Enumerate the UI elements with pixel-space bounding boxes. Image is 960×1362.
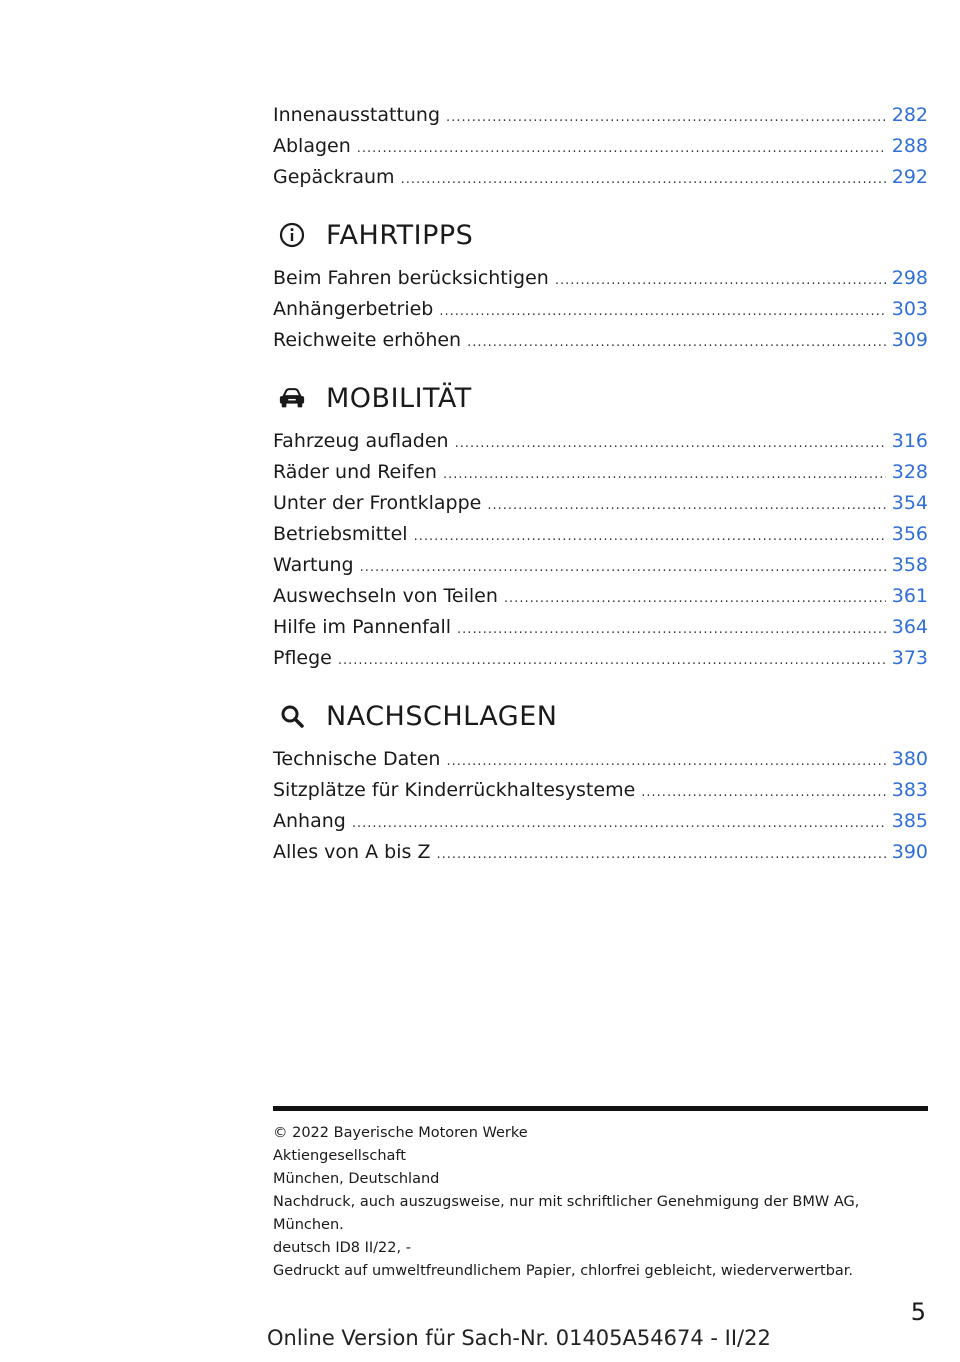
toc-entry-title: Wartung [273,554,354,576]
toc-entry[interactable] [273,519,928,550]
leader-dots [467,327,886,358]
imprint-line: München. [273,1217,344,1233]
toc-entry-page[interactable]: 282 [891,104,928,126]
section-entry-list [273,263,928,356]
leader-dots [455,428,886,459]
imprint-line: München, Deutschland [273,1171,440,1187]
car-icon [278,384,306,412]
imprint [273,1122,928,1283]
toc-entry[interactable] [273,100,928,131]
toc-entry-title: Unter der Frontklappe [273,492,482,514]
toc-entry[interactable] [273,294,928,325]
leader-dots [352,808,886,839]
section-title: NACHSCHLAGEN [326,700,558,732]
section-heading-mobilitaet [273,378,928,418]
toc-entry-page[interactable]: 361 [891,585,928,607]
toc-entry[interactable] [273,457,928,488]
leader-dots [641,777,885,808]
info-icon [278,221,306,249]
toc-entry[interactable] [273,837,928,868]
toc-entry[interactable] [273,325,928,356]
toc-entry-page[interactable]: 373 [891,647,928,669]
toc-entry[interactable] [273,806,928,837]
online-version-notice: Online Version für Sach-Nr. 01405A54674 - II/22 [267,1326,771,1350]
leader-dots [360,552,886,583]
toc-entry-page[interactable]: 298 [891,267,928,289]
toc-entry[interactable] [273,550,928,581]
section-entry-list [273,426,928,674]
toc-entry[interactable] [273,744,928,775]
section-heading-nachschlagen [273,696,928,736]
toc-entry-title: Beim Fahren berücksichtigen [273,267,549,289]
toc-entry-page[interactable]: 356 [891,523,928,545]
imprint-line: Gedruckt auf umweltfreundlichem Papier, chlorfrei gebleicht, wiederverwertbar. [273,1263,854,1279]
page-number: 5 [910,1298,926,1326]
section-title: MOBILITÄT [326,382,472,414]
top-entry-list [273,100,928,193]
toc-entry[interactable] [273,488,928,519]
toc-entry-page[interactable]: 354 [891,492,928,514]
imprint-line: Nachdruck, auch auszugsweise, nur mit schriftlicher Genehmigung der BMW AG, [273,1194,860,1210]
section-entry-list [273,744,928,868]
toc-entry[interactable] [273,263,928,294]
toc-entry-title: Gepäckraum [273,166,395,188]
toc-entry-page[interactable]: 288 [891,135,928,157]
leader-dots [401,164,886,195]
leader-dots [414,521,886,552]
toc-entry[interactable] [273,162,928,193]
footer-divider [273,1106,928,1111]
leader-dots [436,839,885,870]
leader-dots [504,583,886,614]
toc-entry-title: Ablagen [273,135,351,157]
toc-entry-page[interactable]: 309 [891,329,928,351]
section-heading-fahrtipps [273,215,928,255]
section-title: FAHRTIPPS [326,219,474,251]
toc-entry[interactable] [273,131,928,162]
toc-entry[interactable] [273,426,928,457]
leader-dots [446,102,886,133]
toc-entry-title: Pflege [273,647,332,669]
leader-dots [357,133,886,164]
toc-entry-title: Technische Daten [273,748,441,770]
toc-entry-page[interactable]: 390 [891,841,928,863]
leader-dots [338,645,886,676]
toc-entry-page[interactable]: 383 [891,779,928,801]
toc-entry-title: Fahrzeug aufladen [273,430,449,452]
leader-dots [555,265,886,296]
toc-entry[interactable] [273,581,928,612]
toc-entry-page[interactable]: 358 [891,554,928,576]
toc-entry-title: Reichweite erhöhen [273,329,462,351]
table-of-contents [273,100,928,868]
toc-entry-page[interactable]: 385 [891,810,928,832]
toc-entry-page[interactable]: 292 [891,166,928,188]
toc-entry-title: Anhang [273,810,346,832]
toc-entry-title: Innenausstattung [273,104,441,126]
toc-entry-page[interactable]: 380 [891,748,928,770]
imprint-line: © 2022 Bayerische Motoren Werke [273,1125,528,1141]
leader-dots [487,490,885,521]
toc-entry-title: Betriebsmittel [273,523,408,545]
leader-dots [457,614,886,645]
toc-entry-title: Alles von A bis Z [273,841,431,863]
toc-entry-page[interactable]: 328 [891,461,928,483]
toc-entry-title: Auswechseln von Teilen [273,585,498,607]
leader-dots [446,746,885,777]
search-icon [278,702,306,730]
toc-entry-title: Sitzplätze für Kinderrückhaltesysteme [273,779,636,801]
toc-entry[interactable] [273,643,928,674]
toc-entry-title: Räder und Reifen [273,461,437,483]
toc-entry-page[interactable]: 316 [891,430,928,452]
toc-entry[interactable] [273,612,928,643]
toc-entry-page[interactable]: 303 [891,298,928,320]
leader-dots [439,296,885,327]
toc-entry-title: Anhängerbetrieb [273,298,434,320]
imprint-line: deutsch ID8 II/22, - [273,1240,411,1256]
imprint-line: Aktiengesellschaft [273,1148,406,1164]
leader-dots [443,459,886,490]
toc-entry-page[interactable]: 364 [891,616,928,638]
toc-entry[interactable] [273,775,928,806]
toc-entry-title: Hilfe im Pannenfall [273,616,452,638]
